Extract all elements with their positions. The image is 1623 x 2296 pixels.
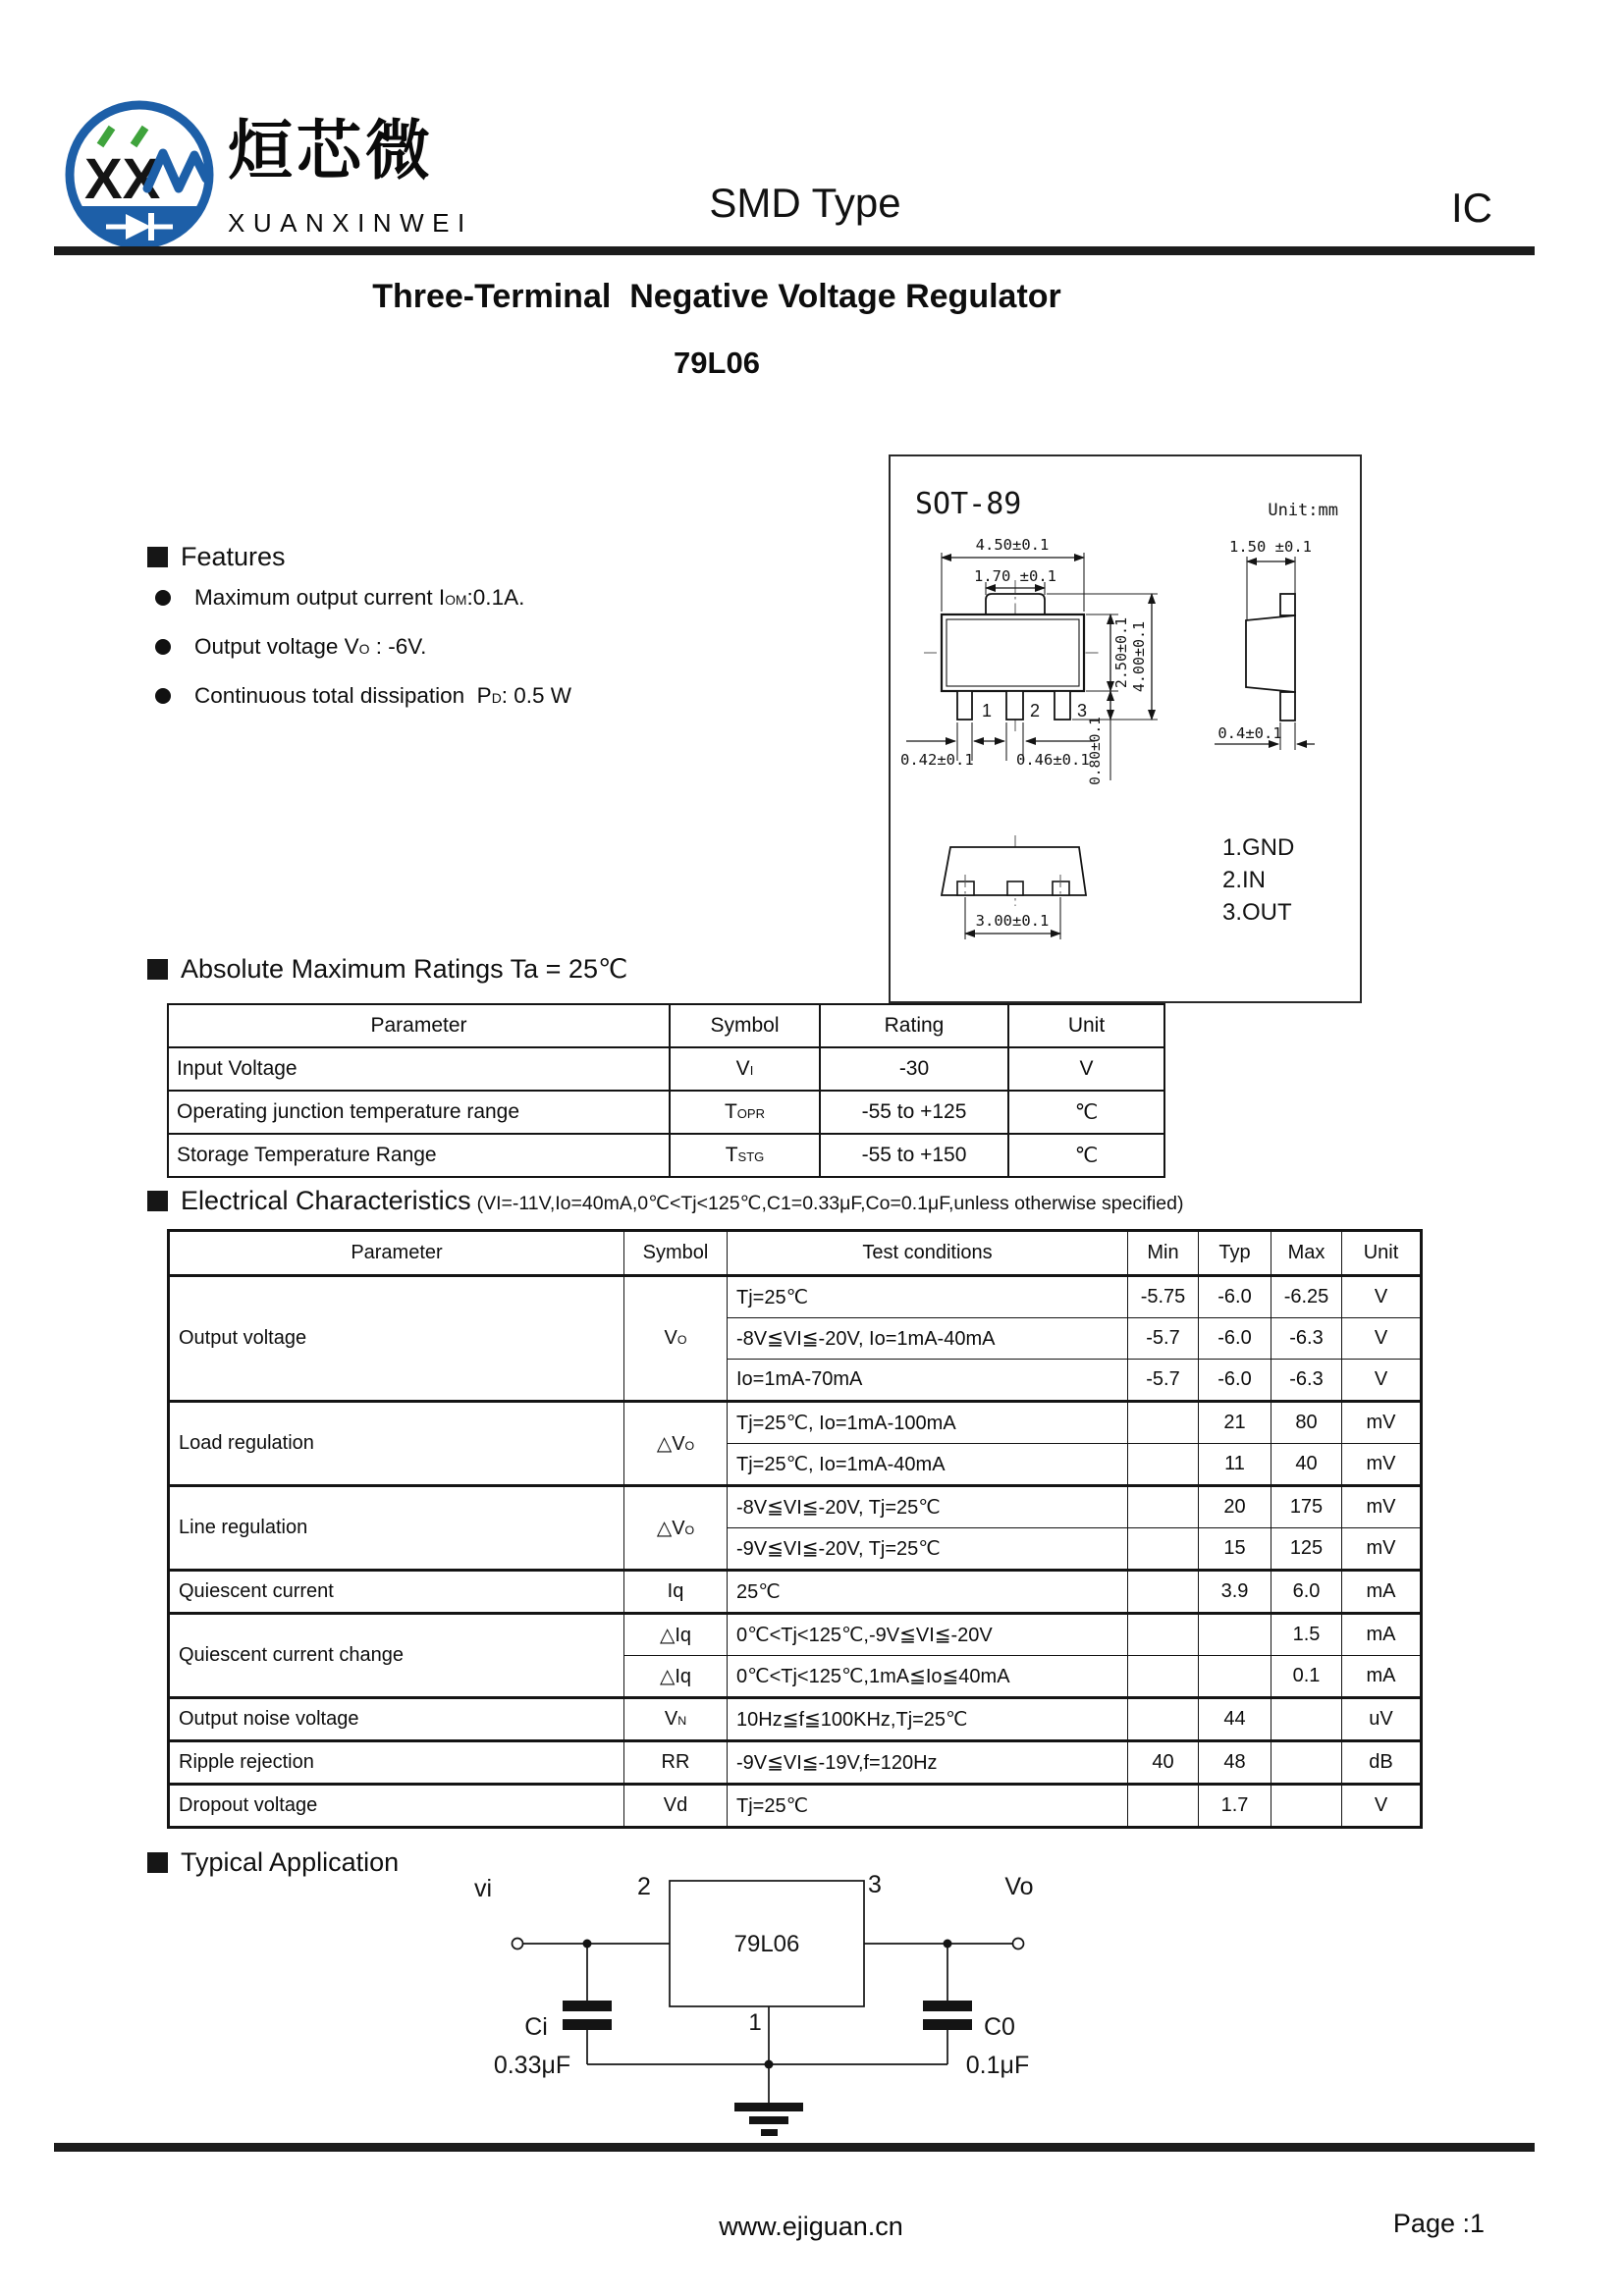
svg-text:3: 3 — [1077, 701, 1088, 721]
part-number: 79L06 — [674, 346, 760, 380]
min-cell: -5.7 — [1128, 1318, 1199, 1360]
elec-heading-label: Electrical Characteristics — [181, 1186, 471, 1215]
min-cell: 40 — [1128, 1741, 1199, 1785]
symbol-cell: Vd — [624, 1785, 728, 1828]
min-cell — [1128, 1486, 1199, 1528]
param-cell: Input Voltage — [168, 1047, 670, 1091]
cond-cell: 25℃ — [728, 1571, 1128, 1614]
min-cell — [1128, 1614, 1199, 1656]
unit-cell: mV — [1342, 1444, 1422, 1486]
cond-cell: 0℃<Tj<125℃,-9V≦VI≦-20V — [728, 1614, 1128, 1656]
cond-cell: Tj=25℃ — [728, 1276, 1128, 1318]
max-cell: 40 — [1271, 1444, 1342, 1486]
unit-cell: V — [1342, 1318, 1422, 1360]
pin-out-label: 3 — [868, 1871, 882, 1898]
symbol-cell: VI — [670, 1047, 820, 1091]
cond-cell: -8V≦VI≦-20V, Io=1mA-40mA — [728, 1318, 1128, 1360]
typ-cell: 11 — [1199, 1444, 1271, 1486]
package-top-view — [900, 536, 1158, 785]
bullet-icon — [155, 639, 171, 655]
symbol-cell: △Iq — [624, 1656, 728, 1698]
typ-cell: -6.0 — [1199, 1276, 1271, 1318]
table-row — [169, 1486, 1422, 1528]
typ-cell — [1199, 1656, 1271, 1698]
param-cell: Storage Temperature Range — [168, 1134, 670, 1177]
input-capacitor — [563, 1944, 612, 2064]
cond-cell: Tj=25℃, Io=1mA-40mA — [728, 1444, 1128, 1486]
cond-cell: Tj=25℃ — [728, 1785, 1128, 1828]
max-cell: 0.1 — [1271, 1656, 1342, 1698]
abs-max-heading-label: Absolute Maximum Ratings Ta = 25℃ — [181, 954, 628, 984]
unit-cell: V — [1342, 1360, 1422, 1402]
max-cell: -6.3 — [1271, 1360, 1342, 1402]
max-cell — [1271, 1698, 1342, 1741]
table-row — [169, 1741, 1422, 1785]
unit-cell: ℃ — [1008, 1091, 1164, 1134]
unit-cell: mV — [1342, 1486, 1422, 1528]
feature-text: Output voltage VO : -6V. — [194, 634, 427, 659]
section-square-icon — [147, 547, 168, 567]
section-square-icon — [147, 1852, 168, 1873]
footer-rule — [54, 2143, 1535, 2152]
min-cell — [1128, 1528, 1199, 1571]
max-cell — [1271, 1741, 1342, 1785]
unit-cell: mA — [1342, 1614, 1422, 1656]
svg-text:0.42±0.1: 0.42±0.1 — [900, 751, 974, 769]
regulator-label: 79L06 — [733, 1931, 800, 1957]
unit-cell: mA — [1342, 1656, 1422, 1698]
min-cell: -5.75 — [1128, 1276, 1199, 1318]
typ-cell: 20 — [1199, 1486, 1271, 1528]
logo-green-accent — [100, 128, 112, 145]
rating-cell: -55 to +150 — [820, 1134, 1008, 1177]
cond-cell: -9V≦VI≦-20V, Tj=25℃ — [728, 1528, 1128, 1571]
output-capacitor — [923, 1944, 972, 2064]
package-outline-panel — [889, 454, 1362, 1003]
col-header: Symbol — [670, 1004, 820, 1047]
feature-item — [155, 683, 571, 709]
typ-cell: 3.9 — [1199, 1571, 1271, 1614]
typ-cell: 1.7 — [1199, 1785, 1271, 1828]
pin-gnd-label: 1 — [748, 2009, 762, 2036]
typ-cell: -6.0 — [1199, 1318, 1271, 1360]
svg-text:2.IN: 2.IN — [1222, 867, 1267, 893]
category-label: IC — [1451, 185, 1492, 231]
unit-cell: ℃ — [1008, 1134, 1164, 1177]
bullet-icon — [155, 688, 171, 704]
min-cell — [1128, 1698, 1199, 1741]
col-header: Rating — [820, 1004, 1008, 1047]
table-row — [169, 1698, 1422, 1741]
param-cell: Load regulation — [169, 1402, 624, 1486]
feature-item — [155, 634, 426, 660]
symbol-cell: TSTG — [670, 1134, 820, 1177]
table-row — [169, 1402, 1422, 1444]
ground-icon — [734, 2103, 803, 2136]
param-cell: Operating junction temperature range — [168, 1091, 670, 1134]
col-header: Symbol — [624, 1231, 728, 1276]
feature-item — [155, 585, 524, 611]
col-header: Parameter — [168, 1004, 670, 1047]
svg-text:4.50±0.1: 4.50±0.1 — [975, 536, 1050, 554]
table-row — [169, 1614, 1422, 1656]
bullet-icon — [155, 590, 171, 606]
max-cell: 125 — [1271, 1528, 1342, 1571]
max-cell: -6.25 — [1271, 1276, 1342, 1318]
col-header: Unit — [1342, 1231, 1422, 1276]
typ-cell: -6.0 — [1199, 1360, 1271, 1402]
unit-cell: V — [1342, 1276, 1422, 1318]
max-cell: 80 — [1271, 1402, 1342, 1444]
features-heading — [147, 542, 286, 572]
svg-text:0.46±0.1: 0.46±0.1 — [1016, 751, 1090, 769]
cap-in-name: Ci — [524, 2013, 548, 2041]
cond-cell: -9V≦VI≦-19V,f=120Hz — [728, 1741, 1128, 1785]
symbol-cell: RR — [624, 1741, 728, 1785]
min-cell — [1128, 1571, 1199, 1614]
feature-text: Continuous total dissipation PD: 0.5 W — [194, 683, 572, 708]
param-cell: Quiescent current change — [169, 1614, 624, 1698]
typ-cell: 15 — [1199, 1528, 1271, 1571]
typ-cell: 48 — [1199, 1741, 1271, 1785]
feature-text: Maximum output current IOM:0.1A. — [194, 585, 525, 610]
unit-cell: dB — [1342, 1741, 1422, 1785]
logo-monogram: XX — [84, 147, 161, 211]
table-row — [169, 1785, 1422, 1828]
elec-table — [167, 1229, 1423, 1829]
doc-type: SMD Type — [709, 180, 901, 226]
cond-cell: -8V≦VI≦-20V, Tj=25℃ — [728, 1486, 1128, 1528]
section-square-icon — [147, 1191, 168, 1211]
footer-page-number: Page :1 — [1392, 2209, 1485, 2238]
rating-cell: -30 — [820, 1047, 1008, 1091]
input-label: vi — [473, 1875, 493, 1902]
cond-cell: 10Hz≦f≦100KHz,Tj=25℃ — [728, 1698, 1128, 1741]
svg-text:0.80±0.1: 0.80±0.1 — [1088, 717, 1104, 785]
param-cell: Ripple rejection — [169, 1741, 624, 1785]
max-cell: 175 — [1271, 1486, 1342, 1528]
table-row — [168, 1047, 1164, 1091]
unit-cell: mA — [1342, 1571, 1422, 1614]
typ-cell: 44 — [1199, 1698, 1271, 1741]
param-cell: Line regulation — [169, 1486, 624, 1571]
svg-text:2: 2 — [1030, 701, 1041, 721]
table-row — [169, 1571, 1422, 1614]
symbol-cell: Iq — [624, 1571, 728, 1614]
cond-cell: Io=1mA-70mA — [728, 1360, 1128, 1402]
param-cell: Quiescent current — [169, 1571, 624, 1614]
unit-cell: uV — [1342, 1698, 1422, 1741]
svg-text:1.70 ±0.1: 1.70 ±0.1 — [974, 567, 1056, 585]
table-row — [168, 1134, 1164, 1177]
package-drawing — [891, 456, 1360, 1001]
unit-cell: V — [1342, 1785, 1422, 1828]
symbol-cell: △VO — [624, 1402, 728, 1486]
symbol-cell: TOPR — [670, 1091, 820, 1134]
cap-out-name: C0 — [984, 2013, 1015, 2041]
section-square-icon — [147, 959, 168, 980]
svg-text:3.OUT: 3.OUT — [1222, 899, 1292, 926]
brand-name-en: XUANXINWEI — [228, 208, 473, 238]
min-cell — [1128, 1402, 1199, 1444]
svg-text:1: 1 — [982, 701, 993, 721]
svg-text:1.50 ±0.1: 1.50 ±0.1 — [1229, 538, 1312, 556]
features-heading-label: Features — [181, 542, 286, 571]
svg-text:3.00±0.1: 3.00±0.1 — [975, 912, 1050, 930]
footer-website: www.ejiguan.cn — [719, 2212, 903, 2241]
cap-in-value: 0.33μF — [493, 2052, 571, 2079]
abs-max-table — [167, 1003, 1165, 1178]
application-circuit — [422, 1857, 1090, 2144]
typ-cell — [1199, 1614, 1271, 1656]
pin-in-label: 2 — [637, 1873, 651, 1900]
max-cell — [1271, 1785, 1342, 1828]
symbol-cell: △Iq — [624, 1614, 728, 1656]
application-heading-label: Typical Application — [181, 1847, 400, 1877]
min-cell — [1128, 1444, 1199, 1486]
min-cell — [1128, 1785, 1199, 1828]
table-header-row — [169, 1231, 1422, 1276]
table-row — [169, 1276, 1422, 1318]
logo-green-accent — [134, 128, 145, 145]
col-header: Unit — [1008, 1004, 1164, 1047]
package-side-view — [1215, 538, 1315, 750]
col-header: Test conditions — [728, 1231, 1128, 1276]
min-cell: -5.7 — [1128, 1360, 1199, 1402]
svg-text:1.GND: 1.GND — [1222, 834, 1295, 861]
cap-out-value: 0.1μF — [965, 2052, 1030, 2079]
max-cell: 1.5 — [1271, 1614, 1342, 1656]
svg-text:4.00±0.1: 4.00±0.1 — [1130, 620, 1148, 693]
unit-cell: mV — [1342, 1402, 1422, 1444]
page-title: Three-Terminal Negative Voltage Regulator — [372, 278, 1061, 315]
table-header-row — [168, 1004, 1164, 1047]
company-logo — [61, 96, 218, 253]
svg-text:2.50±0.1: 2.50±0.1 — [1112, 616, 1130, 689]
col-header: Min — [1128, 1231, 1199, 1276]
typ-cell: 21 — [1199, 1402, 1271, 1444]
min-cell — [1128, 1656, 1199, 1698]
param-cell: Dropout voltage — [169, 1785, 624, 1828]
symbol-cell: VO — [624, 1276, 728, 1402]
package-bottom-view — [942, 835, 1086, 939]
output-label: Vo — [1004, 1873, 1034, 1900]
application-heading — [147, 1847, 399, 1878]
elec-heading — [147, 1186, 1184, 1216]
max-cell: -6.3 — [1271, 1318, 1342, 1360]
svg-text:0.4±0.1: 0.4±0.1 — [1217, 724, 1282, 742]
output-terminal — [1013, 1939, 1024, 1949]
package-unit: Unit:mm — [1268, 501, 1338, 520]
package-name: SOT-89 — [915, 487, 1022, 521]
abs-max-heading — [147, 954, 627, 985]
max-cell: 6.0 — [1271, 1571, 1342, 1614]
col-header: Parameter — [169, 1231, 624, 1276]
elec-conditions: (VI=-11V,Io=40mA,0℃<Tj<125℃,C1=0.33μF,Co=0.1μF,unless otherwise specified) — [476, 1193, 1184, 1214]
cond-cell: 0℃<Tj<125℃,1mA≦Io≦40mA — [728, 1656, 1128, 1698]
col-header: Typ — [1199, 1231, 1271, 1276]
header-rule — [54, 246, 1535, 255]
symbol-cell: VN — [624, 1698, 728, 1741]
unit-cell: V — [1008, 1047, 1164, 1091]
unit-cell: mV — [1342, 1528, 1422, 1571]
col-header: Max — [1271, 1231, 1342, 1276]
symbol-cell: △VO — [624, 1486, 728, 1571]
pin-list — [1222, 834, 1294, 926]
table-row — [168, 1091, 1164, 1134]
param-cell: Output noise voltage — [169, 1698, 624, 1741]
rating-cell: -55 to +125 — [820, 1091, 1008, 1134]
brand-name-cn: 烜芯微 — [228, 114, 434, 187]
cond-cell: Tj=25℃, Io=1mA-100mA — [728, 1402, 1128, 1444]
param-cell: Output voltage — [169, 1276, 624, 1402]
input-terminal — [513, 1939, 523, 1949]
